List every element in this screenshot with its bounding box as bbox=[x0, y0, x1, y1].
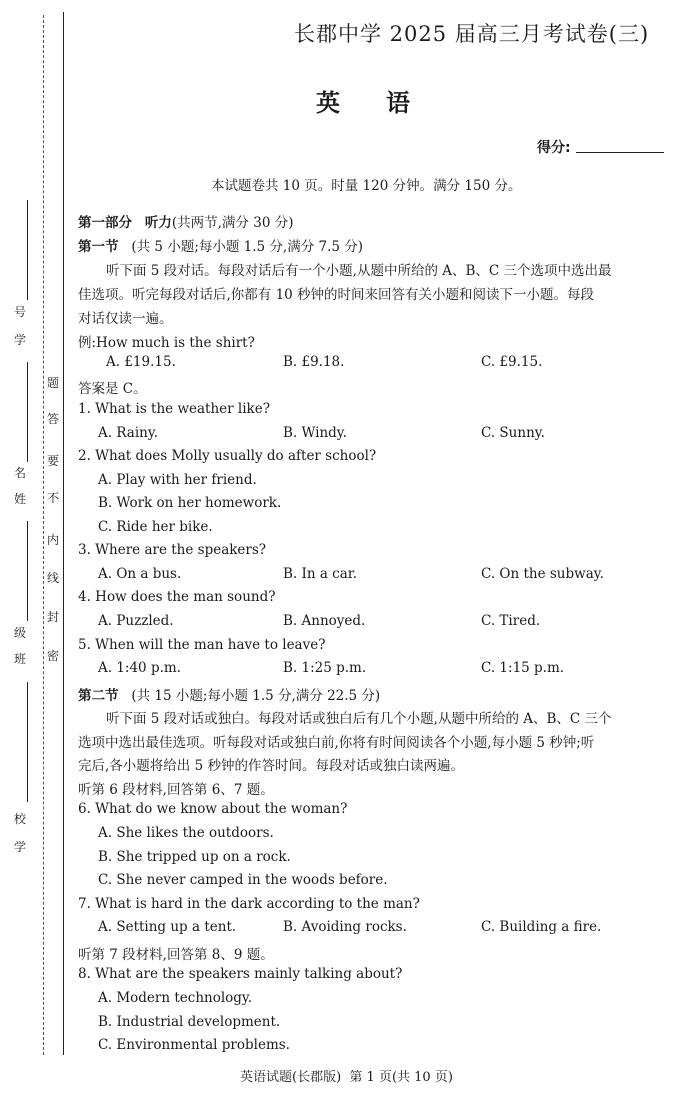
part1-heading bbox=[78, 211, 293, 231]
option-c: C. Ride her bike. bbox=[98, 519, 213, 535]
example-option-c: C. £9.15. bbox=[481, 354, 543, 370]
school-line bbox=[27, 682, 28, 802]
option-b: B. Work on her homework. bbox=[98, 495, 282, 511]
sidebar-label-school-1: 校 bbox=[13, 812, 26, 826]
score-blank bbox=[576, 152, 664, 153]
section1-instruction-line: 听下面 5 段对话。每段对话后有一个小题,从题中所给的 A、B、C 三个选项中选出最 bbox=[106, 263, 612, 279]
question-stem: 6. What do we know about the woman? bbox=[78, 801, 348, 817]
example-answer: 答案是 C。 bbox=[78, 381, 147, 397]
option-c: C. Environmental problems. bbox=[98, 1037, 290, 1053]
option-c: C. Sunny. bbox=[481, 425, 545, 441]
sidebar-label-name-1: 名 bbox=[13, 466, 26, 480]
option-c: C. She never camped in the woods before. bbox=[98, 872, 388, 888]
option-c: C. On the subway. bbox=[481, 566, 604, 582]
notice-char-1: 题 bbox=[46, 376, 59, 390]
option-a: A. Play with her friend. bbox=[98, 472, 257, 488]
question-stem: 1. What is the weather like? bbox=[78, 401, 270, 417]
section1-note: (共 5 小题;每小题 1.5 分,满分 7.5 分) bbox=[131, 239, 364, 255]
material-7-note: 听第 7 段材料,回答第 8、9 题。 bbox=[78, 947, 274, 963]
section1-heading bbox=[78, 235, 363, 255]
subject-title: 英语 bbox=[316, 89, 456, 117]
student-number-line bbox=[27, 200, 28, 300]
sidebar-label-number-2: 学 bbox=[13, 333, 26, 347]
notice-char-8: 密 bbox=[46, 649, 59, 663]
option-b: B. 1:25 p.m. bbox=[283, 660, 367, 676]
question-stem: 2. What does Molly usually do after school? bbox=[78, 448, 377, 464]
binding-dashed-line bbox=[43, 15, 44, 1055]
section1-label: 第一节 bbox=[78, 239, 119, 255]
question-stem: 8. What are the speakers mainly talking about? bbox=[78, 966, 403, 982]
question-stem: 3. Where are the speakers? bbox=[78, 542, 267, 558]
question-stem: 5. When will the man have to leave? bbox=[78, 637, 326, 653]
sidebar-label-class-1: 级 bbox=[13, 626, 26, 640]
example-option-b: B. £9.18. bbox=[283, 354, 345, 370]
notice-char-3: 要 bbox=[46, 454, 59, 468]
option-a: A. Rainy. bbox=[98, 425, 158, 441]
option-b: B. Industrial development. bbox=[98, 1014, 281, 1030]
option-b: B. She tripped up on a rock. bbox=[98, 849, 291, 865]
option-b: B. Annoyed. bbox=[283, 613, 366, 629]
section2-note: (共 15 小题;每小题 1.5 分,满分 22.5 分) bbox=[131, 688, 381, 704]
section2-instruction-line: 完后,各小题将给出 5 秒钟的作答时间。每段对话或独白读两遍。 bbox=[78, 758, 464, 774]
section1-instruction-line: 对话仅读一遍。 bbox=[78, 311, 173, 327]
sidebar-label-name-2: 姓 bbox=[13, 492, 26, 506]
sidebar-label-school-2: 学 bbox=[13, 840, 26, 854]
class-line bbox=[27, 521, 28, 621]
section1-instruction-line: 佳选项。听完每段对话后,你都有 10 秒钟的时间来回答有关小题和阅读下一小题。每段 bbox=[78, 287, 595, 303]
name-line bbox=[27, 362, 28, 462]
question-stem: 4. How does the man sound? bbox=[78, 589, 276, 605]
example-question: 例:How much is the shirt? bbox=[78, 335, 255, 351]
part1-note: (共两节,满分 30 分) bbox=[171, 215, 294, 231]
notice-char-4: 不 bbox=[46, 491, 59, 505]
material-6-note: 听第 6 段材料,回答第 6、7 题。 bbox=[78, 782, 274, 798]
question-stem: 7. What is hard in the dark according to the man? bbox=[78, 896, 420, 912]
example-option-a: A. £19.15. bbox=[106, 354, 176, 370]
notice-char-2: 答 bbox=[46, 412, 59, 426]
option-a: A. Setting up a tent. bbox=[98, 919, 237, 935]
option-a: A. 1:40 p.m. bbox=[98, 660, 181, 676]
option-b: B. Avoiding rocks. bbox=[283, 919, 407, 935]
sidebar-label-class-2: 班 bbox=[13, 652, 26, 666]
option-c: C. Tired. bbox=[481, 613, 541, 629]
notice-char-6: 线 bbox=[46, 571, 59, 585]
option-b: B. In a car. bbox=[283, 566, 358, 582]
option-a: A. On a bus. bbox=[98, 566, 182, 582]
part1-topic: 听力 bbox=[144, 215, 172, 231]
section2-instruction-line: 选项中选出最佳选项。听每段对话或独白前,你将有时间阅读各个小题,每小题 5 秒钟;听 bbox=[78, 735, 595, 751]
exam-intro: 本试题卷共 10 页。时量 120 分钟。满分 150 分。 bbox=[211, 178, 522, 194]
section2-heading bbox=[78, 684, 380, 704]
page-footer: 英语试题(长郡版) 第 1 页(共 10 页) bbox=[240, 1070, 453, 1085]
option-c: C. 1:15 p.m. bbox=[481, 660, 565, 676]
option-b: B. Windy. bbox=[283, 425, 347, 441]
score-label: 得分: bbox=[537, 140, 571, 156]
notice-char-7: 封 bbox=[46, 610, 59, 624]
binding-solid-line bbox=[63, 12, 64, 1055]
sidebar-label-number-1: 号 bbox=[13, 305, 26, 319]
option-c: C. Building a fire. bbox=[481, 919, 602, 935]
section2-instruction-line: 听下面 5 段对话或独白。每段对话或独白后有几个小题,从题中所给的 A、B、C 三个 bbox=[106, 711, 612, 727]
part1-label: 第一部分 bbox=[78, 215, 132, 231]
notice-char-5: 内 bbox=[46, 533, 59, 547]
option-a: A. Modern technology. bbox=[98, 990, 253, 1006]
exam-title: 长郡中学 2025 届高三月考试卷(三) bbox=[294, 22, 650, 46]
option-a: A. Puzzled. bbox=[98, 613, 174, 629]
option-a: A. She likes the outdoors. bbox=[98, 825, 274, 841]
section2-label: 第二节 bbox=[78, 688, 119, 704]
